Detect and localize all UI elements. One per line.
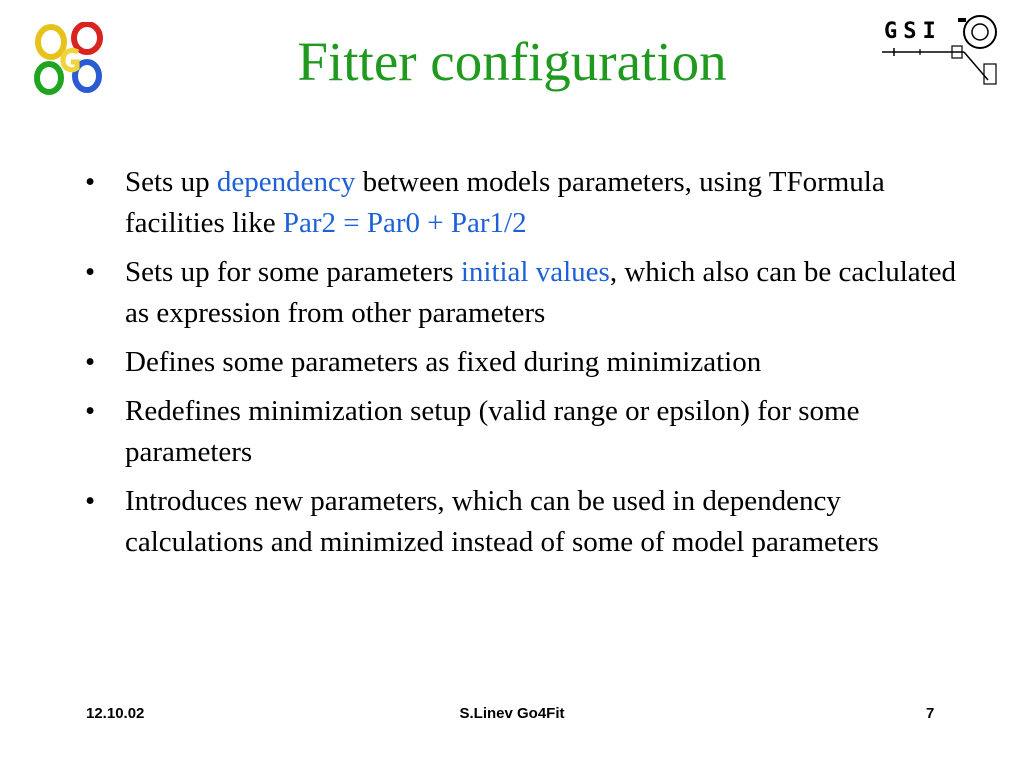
bullet-marker: • bbox=[85, 395, 96, 427]
bullet-text: Redefines minimization setup (valid range or epsilon) for some parameters bbox=[125, 395, 860, 468]
bullet-item bbox=[85, 252, 965, 334]
bullet-item bbox=[85, 481, 965, 563]
bullet-text: Sets up bbox=[125, 166, 217, 198]
footer-title: S.Linev Go4Fit bbox=[459, 705, 565, 722]
bullet-text: , which also can be caclulated as expression from other parameters bbox=[125, 256, 957, 329]
bullet-text: Sets up for some parameters bbox=[125, 256, 461, 288]
bullet-list bbox=[85, 162, 965, 571]
highlighted-term: Par2 = Par0 + Par1/2 bbox=[282, 207, 527, 239]
bullet-item bbox=[85, 391, 965, 473]
footer-date: 12.10.02 bbox=[86, 705, 145, 722]
bullet-marker: • bbox=[85, 166, 96, 198]
svg-text:GSI: GSI bbox=[884, 19, 942, 44]
bullet-marker: • bbox=[85, 256, 96, 288]
bullet-text: Defines some parameters as fixed during minimization bbox=[125, 346, 762, 378]
bullet-marker: • bbox=[85, 346, 96, 378]
highlighted-term: initial values bbox=[460, 256, 610, 288]
bullet-item bbox=[85, 342, 965, 383]
bullet-text: Introduces new parameters, which can be used in dependency calculations and minimized instead of some of model parameters bbox=[125, 485, 879, 558]
bullet-item bbox=[85, 162, 965, 244]
bullet-marker: • bbox=[85, 485, 96, 517]
slide-title: Fitter configuration bbox=[297, 31, 727, 92]
highlighted-term: dependency bbox=[216, 166, 356, 198]
bullet-text: between models parameters, using TFormula facilities like bbox=[125, 166, 885, 239]
page-number: 7 bbox=[926, 705, 935, 722]
